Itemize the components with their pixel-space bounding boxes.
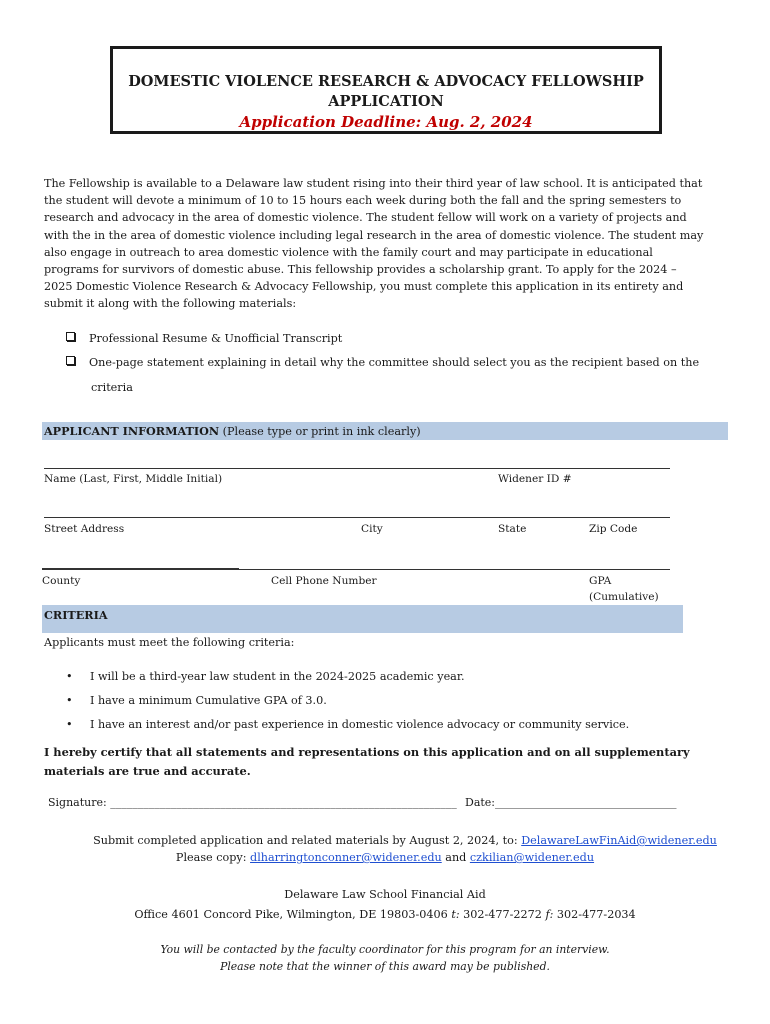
copy-and: and — [441, 851, 470, 864]
intro-line: 2025 Domestic Violence Research & Advocacy Fellowship, you must complete this application in its entirety and — [44, 280, 684, 294]
signature-label: Signature: — [48, 796, 111, 809]
intro-line: with the in the area of domestic violence including legal research in the area of domestic violence. The student may — [44, 228, 704, 242]
intro-line: programs for survivors of domestic abuse. This fellowship provides a scholarship grant. To apply for the 2024 – — [44, 263, 677, 277]
office-address — [0, 908, 770, 921]
submit-instructions — [20, 834, 770, 847]
intro-line: The Fellowship is available to a Delaware law student rising into their third year of law school. It is anticipated that — [44, 177, 703, 190]
criteria-item — [66, 718, 629, 731]
date-label: Date: — [465, 796, 496, 809]
checklist-item-continuation: criteria — [91, 381, 133, 394]
gpa-label: GPA — [589, 575, 612, 587]
financial-aid-email-link[interactable]: DelawareLawFinAid@widener.edu — [521, 834, 717, 847]
gpa-sublabel: (Cumulative) — [589, 591, 659, 603]
copy-email-link-2[interactable]: czkilian@widener.edu — [469, 851, 595, 864]
city-label: City — [361, 523, 383, 535]
copy-instructions — [0, 851, 770, 864]
checklist-item-label: Professional Resume & Unofficial Transcript — [89, 332, 343, 345]
checklist-item — [66, 332, 342, 345]
applicant-info-header — [42, 422, 728, 440]
criteria-item — [66, 670, 465, 683]
application-deadline: Application Deadline: Aug. 2, 2024 — [239, 113, 533, 131]
cell-phone-label: Cell Phone Number — [271, 575, 377, 587]
criteria-header — [42, 605, 683, 633]
checklist-item-label: One-page statement explaining in detail why the committee should select you as the recipient based on the — [89, 356, 700, 369]
street-label: Street Address — [44, 523, 125, 535]
copy-label: Please copy: — [175, 851, 251, 864]
section-heading: APPLICANT INFORMATION — [44, 424, 220, 438]
checkbox-icon[interactable] — [66, 332, 75, 341]
bullet-icon: • — [66, 718, 73, 731]
section-heading: CRITERIA — [44, 608, 108, 622]
intro-line: also engage in outreach to area domestic violence with the family court and may participate in educational — [44, 245, 653, 259]
name-label: Name (Last, First, Middle Initial) — [44, 473, 223, 485]
form-title-line1: DOMESTIC VIOLENCE RESEARCH & ADVOCACY FELLOWSHIP — [128, 73, 644, 90]
fax-number: 302-477-2034 — [553, 908, 636, 921]
criteria-item — [66, 694, 327, 707]
criteria-item-label: I have an interest and/or past experience in domestic violence advocacy or community service. — [90, 718, 630, 731]
submit-text: Submit completed application and related materials by August 2, 2024, to: — [93, 834, 522, 847]
criteria-intro: Applicants must meet the following criteria: — [44, 636, 295, 649]
date-field[interactable] — [465, 796, 677, 809]
office-name: Delaware Law School Financial Aid — [284, 888, 486, 901]
title-box — [110, 46, 662, 134]
address-line[interactable] — [44, 517, 670, 518]
zip-label: Zip Code — [589, 523, 638, 535]
county-line[interactable] — [42, 568, 239, 570]
criteria-item-label: I have a minimum Cumulative GPA of 3.0. — [90, 694, 327, 707]
intro-line: submit it along with the following materials: — [44, 297, 297, 311]
phone-gpa-line[interactable] — [239, 569, 670, 570]
county-label: County — [42, 575, 81, 587]
interview-note: You will be contacted by the faculty coordinator for this program for an interview. — [160, 943, 610, 956]
state-label: State — [498, 523, 527, 535]
bullet-icon: • — [66, 670, 73, 683]
intro-line: research and advocacy in the area of domestic violence. The student fellow will work on a variety of projects and — [44, 211, 687, 225]
widener-id-label: Widener ID # — [498, 473, 572, 485]
bullet-icon: • — [66, 694, 73, 707]
telephone-label: t: — [451, 908, 460, 921]
signature-blank[interactable]: _______________________________________________________________ — [110, 796, 457, 809]
certification-line: I hereby certify that all statements and representations on this application and on all supplementary — [44, 745, 690, 759]
publication-note: Please note that the winner of this award may be published. — [220, 960, 550, 973]
telephone-number: 302-477-2272 — [459, 908, 546, 921]
copy-email-link-1[interactable]: dlharringtonconner@widener.edu — [250, 851, 442, 864]
section-note: (Please type or print in ink clearly) — [219, 425, 421, 438]
checklist-item — [66, 356, 699, 369]
form-title-line2: APPLICATION — [328, 93, 444, 110]
intro-paragraph — [44, 175, 728, 313]
date-blank[interactable]: _________________________________ — [495, 796, 677, 809]
checkbox-icon[interactable] — [66, 356, 75, 365]
name-id-line[interactable] — [44, 468, 670, 469]
intro-line: the student will devote a minimum of 10 to 15 hours each week during both the fall and the spring semesters to — [44, 194, 682, 208]
criteria-item-label: I will be a third-year law student in the 2024-2025 academic year. — [90, 670, 465, 683]
certification-statement — [44, 743, 724, 781]
signature-field[interactable] — [48, 796, 457, 809]
fax-label: f: — [545, 908, 554, 921]
certification-line: materials are true and accurate. — [44, 764, 251, 778]
office-address-text: Office 4601 Concord Pike, Wilmington, DE 19803-0406 — [134, 908, 452, 921]
